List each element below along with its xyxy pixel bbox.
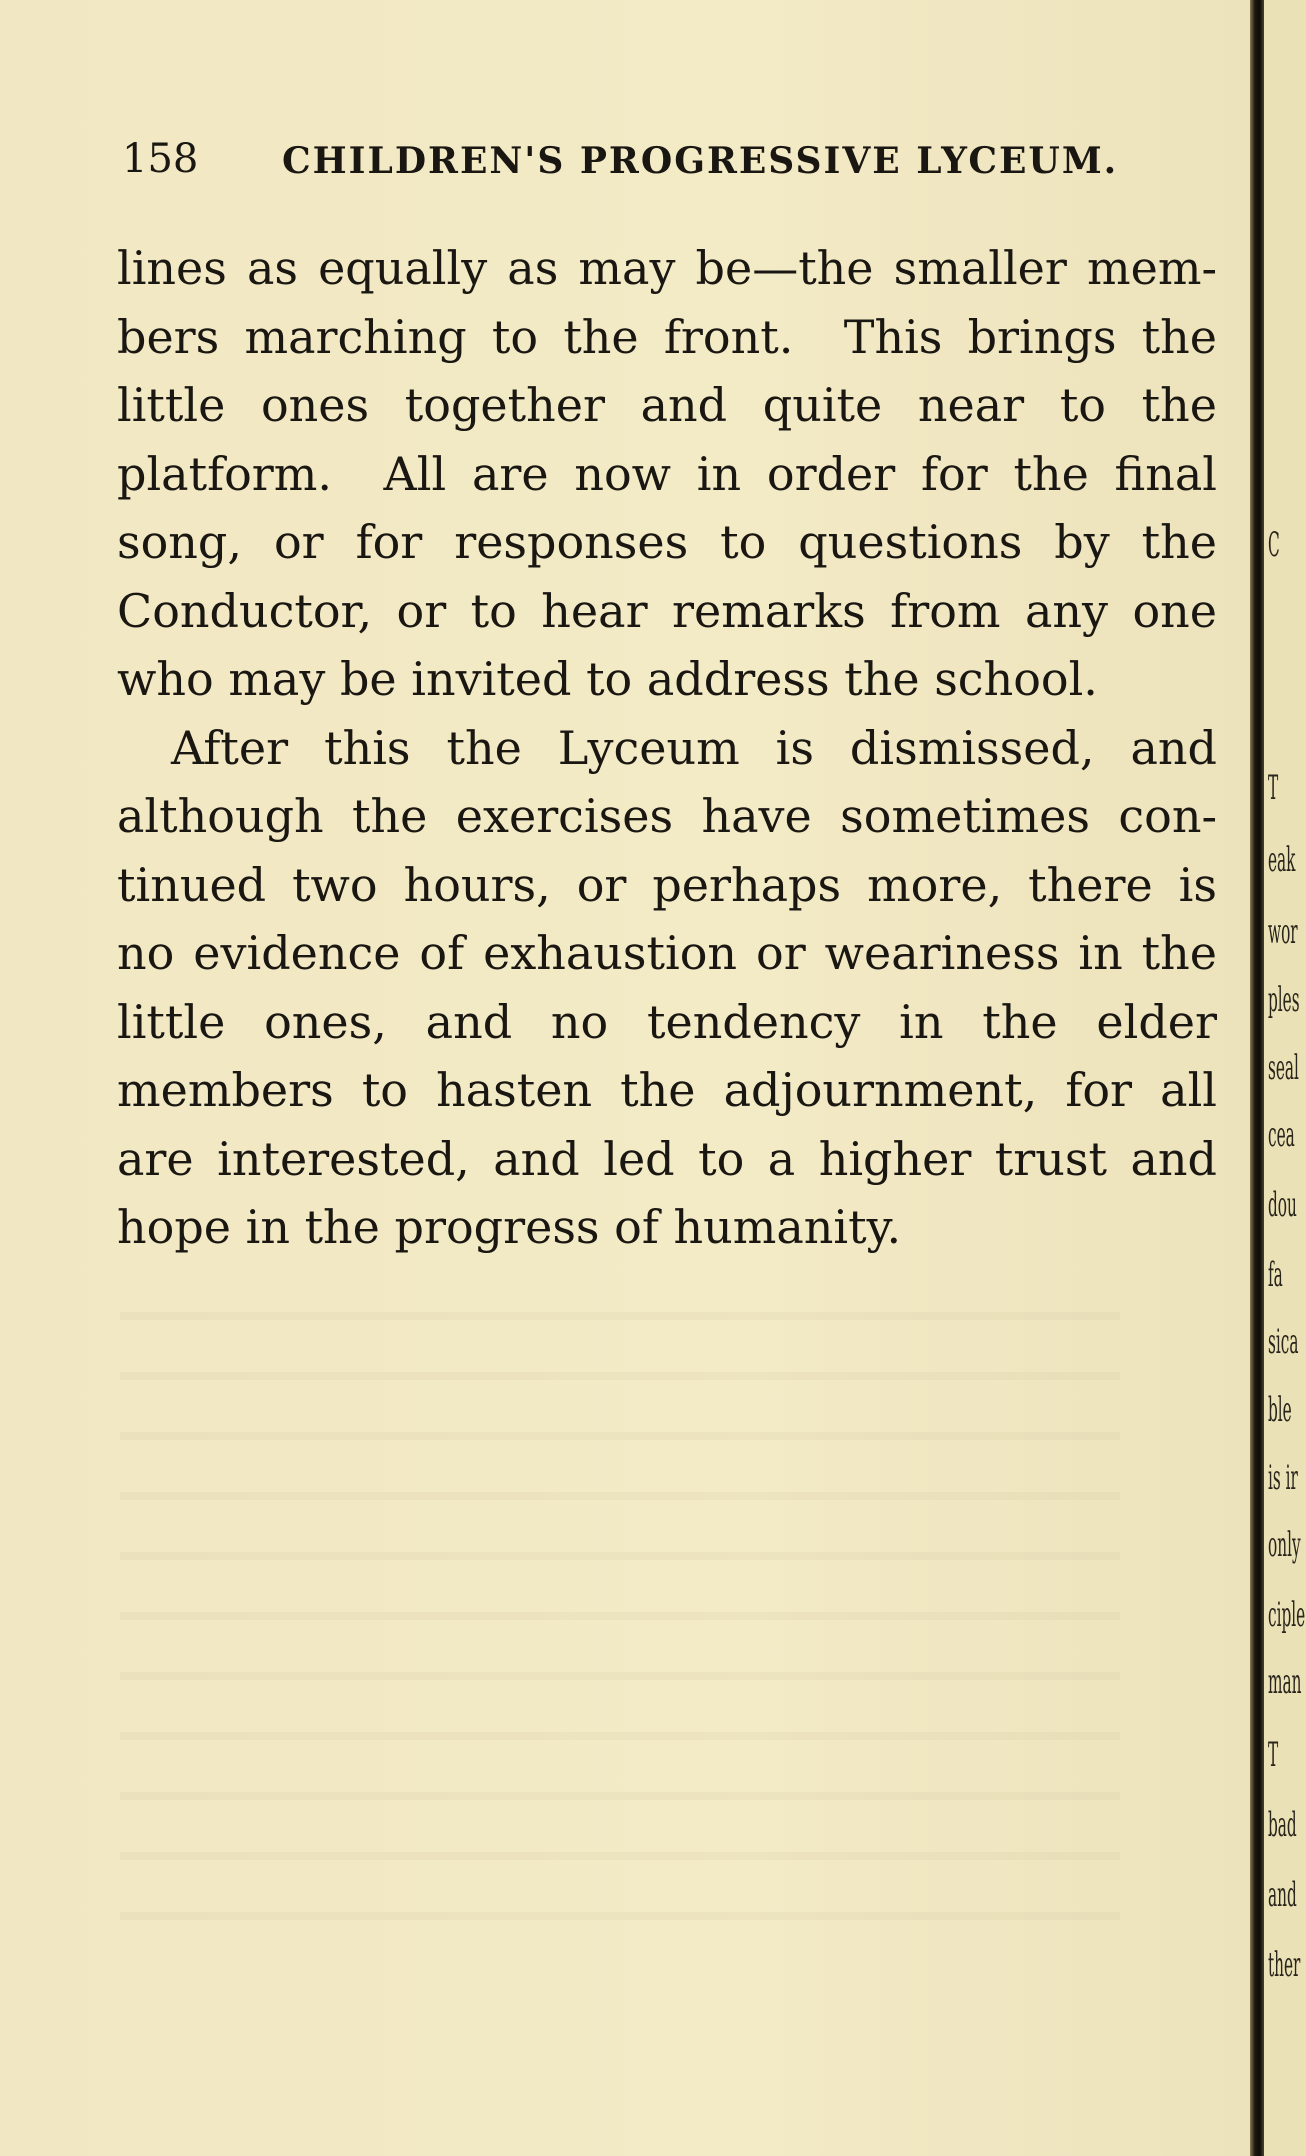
adjacent-page-fragment: man bbox=[1268, 1662, 1302, 1702]
book-gutter bbox=[1250, 0, 1264, 2156]
adjacent-page-fragment: and bbox=[1268, 1875, 1297, 1915]
adjacent-page-fragment: sica bbox=[1268, 1322, 1299, 1362]
paragraph-2 bbox=[117, 714, 1217, 1262]
adjacent-page-fragment: eak bbox=[1268, 840, 1296, 880]
adjacent-page-fragment: seal bbox=[1268, 1048, 1299, 1088]
adjacent-page-fragment: ciple bbox=[1268, 1595, 1306, 1635]
adjacent-page-fragment: C bbox=[1268, 525, 1280, 565]
text-line: After this the Lyceum is dismissed, and bbox=[171, 720, 1217, 775]
body-text bbox=[117, 234, 1217, 1262]
adjacent-page-fragment: is ir bbox=[1268, 1458, 1298, 1498]
adjacent-page-fragment: ther bbox=[1268, 1945, 1301, 1985]
text-line: hope in the progress of humanity. bbox=[117, 1200, 902, 1254]
running-head: CHILDREN'S PROGRESSIVE LYCEUM. bbox=[282, 140, 1119, 182]
text-line: Conductor, or to hear remarks from any one bbox=[117, 583, 1217, 638]
adjacent-page-fragment: ble bbox=[1268, 1390, 1292, 1430]
text-line: little ones, and no tendency in the elder bbox=[117, 994, 1217, 1049]
adjacent-page-fragment: cea bbox=[1268, 1115, 1295, 1155]
adjacent-page-fragment: dou bbox=[1268, 1185, 1297, 1225]
adjacent-page-fragment: only bbox=[1268, 1525, 1301, 1565]
page-header bbox=[122, 136, 1122, 196]
adjacent-page-fragment: wor bbox=[1268, 912, 1298, 952]
adjacent-page-fragment: ples bbox=[1268, 980, 1300, 1020]
text-line: no evidence of exhaustion or weariness in the bbox=[117, 926, 1217, 980]
text-line: members to hasten the adjournment, for all bbox=[117, 1063, 1217, 1117]
adjacent-page-edge bbox=[1264, 0, 1306, 2156]
paragraph-1 bbox=[117, 234, 1217, 714]
adjacent-page-fragment: fa bbox=[1268, 1255, 1283, 1295]
adjacent-page-fragment: T bbox=[1268, 1735, 1279, 1775]
show-through-texture bbox=[120, 1260, 1120, 1960]
text-line: are interested, and led to a higher trust and bbox=[117, 1131, 1217, 1186]
adjacent-page-fragment: bad bbox=[1268, 1805, 1297, 1845]
adjacent-page-fragment: T bbox=[1268, 768, 1279, 808]
text-line: little ones together and quite near to the bbox=[117, 378, 1217, 432]
text-line: bers marching to the front. This brings the bbox=[117, 309, 1217, 364]
text-line: lines as equally as may be—the smaller mem- bbox=[117, 241, 1217, 295]
text-line: who may be invited to address the school. bbox=[117, 652, 1098, 706]
text-line: platform. All are now in order for the final bbox=[117, 446, 1217, 501]
page-number: 158 bbox=[122, 136, 199, 182]
text-line: although the exercises have sometimes con- bbox=[117, 789, 1217, 843]
text-line: song, or for responses to questions by the bbox=[117, 515, 1217, 569]
text-line: tinued two hours, or perhaps more, there is bbox=[117, 857, 1217, 912]
